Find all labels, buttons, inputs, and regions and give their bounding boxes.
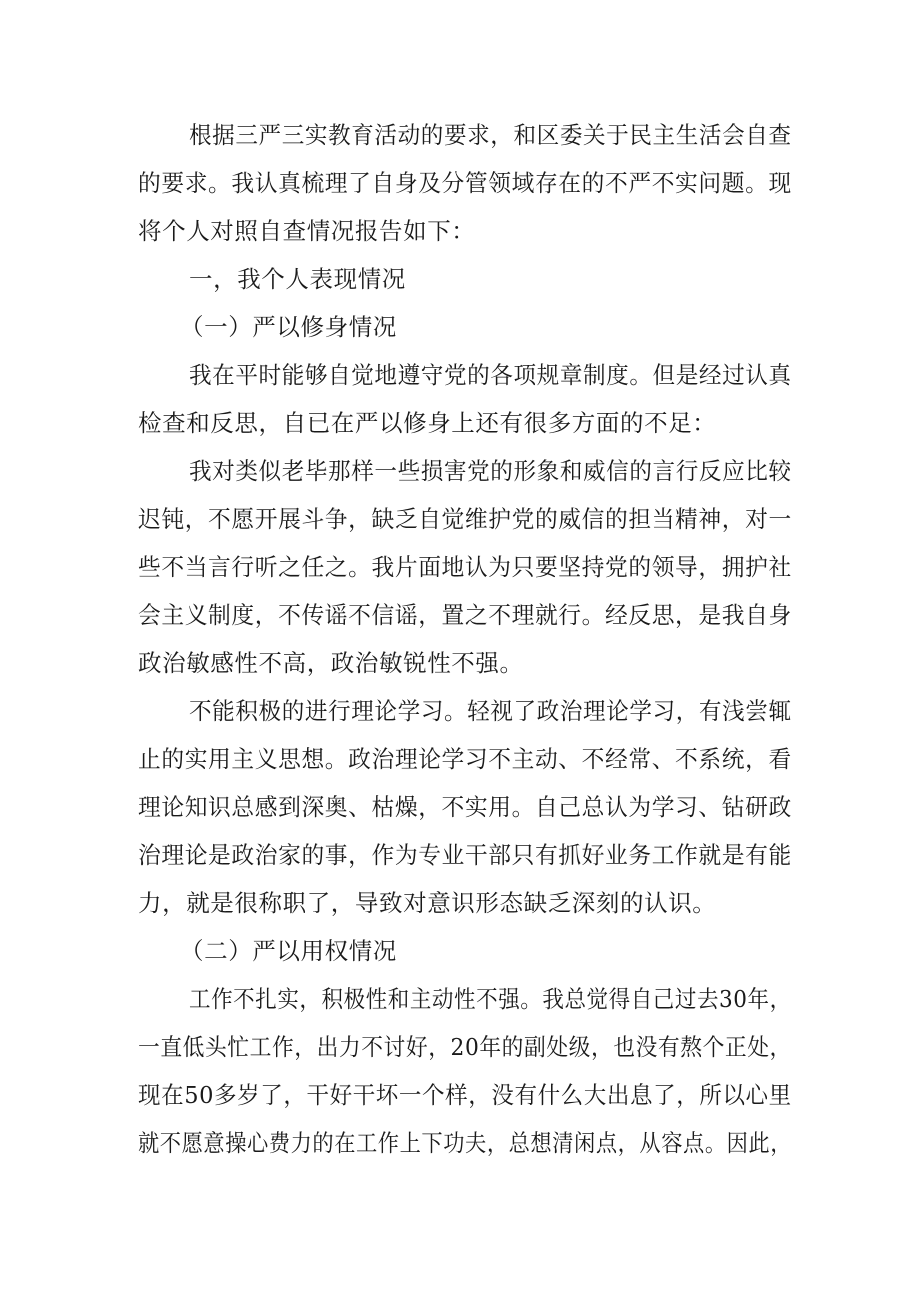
subsection-heading: （一）严以修身情况	[180, 313, 397, 341]
paragraph-line: 将个人对照自查情况报告如下：	[138, 217, 476, 245]
paragraph-line: 现在50多岁了，干好干坏一个样，没有什么大出息了，所以心里	[138, 1081, 792, 1109]
paragraph-line: 理论知识总感到深奥、枯燥，不实用。自己总认为学习、钻研政	[138, 793, 792, 821]
paragraph-line: 止的实用主义思想。政治理论学习不主动、不经常、不系统，看	[138, 745, 792, 773]
paragraph-line: 根据三严三实教育活动的要求，和区委关于民主生活会自查	[189, 121, 792, 149]
paragraph-line: 一直低头忙工作，出力不讨好，20年的副处级，也没有熬个正处，	[138, 1033, 792, 1061]
paragraph-line: 些不当言行听之任之。我片面地认为只要坚持党的领导，拥护社	[138, 553, 792, 581]
paragraph-line: 检查和反思，自已在严以修身上还有很多方面的不足：	[138, 409, 717, 437]
paragraph-line: 我对类似老毕那样一些损害党的形象和威信的言行反应比较	[189, 457, 792, 485]
paragraph-line: 工作不扎实，积极性和主动性不强。我总觉得自己过去30年，	[189, 985, 792, 1013]
section-heading: 一，我个人表现情况	[189, 265, 406, 293]
subsection-heading: （二）严以用权情况	[180, 937, 397, 965]
paragraph-line: 会主义制度，不传谣不信谣，置之不理就行。经反思，是我自身	[138, 601, 792, 629]
paragraph-line: 迟钝，不愿开展斗争，缺乏自觉维护党的威信的担当精神，对一	[138, 505, 792, 533]
paragraph-line: 治理论是政治家的事，作为专业干部只有抓好业务工作就是有能	[138, 841, 792, 869]
paragraph-line: 力，就是很称职了，导致对意识形态缺乏深刻的认识。	[138, 889, 717, 917]
paragraph-line: 就不愿意操心费力的在工作上下功夫，总想清闲点，从容点。因此，	[138, 1129, 793, 1157]
paragraph-line: 不能积极的进行理论学习。轻视了政治理论学习，有浅尝辄	[189, 697, 792, 725]
paragraph-line: 我在平时能够自觉地遵守党的各项规章制度。但是经过认真	[189, 361, 792, 389]
paragraph-line: 的要求。我认真梳理了自身及分管领域存在的不严不实问题。现	[138, 169, 792, 197]
paragraph-line: 政治敏感性不高，政治敏锐性不强。	[138, 649, 524, 677]
